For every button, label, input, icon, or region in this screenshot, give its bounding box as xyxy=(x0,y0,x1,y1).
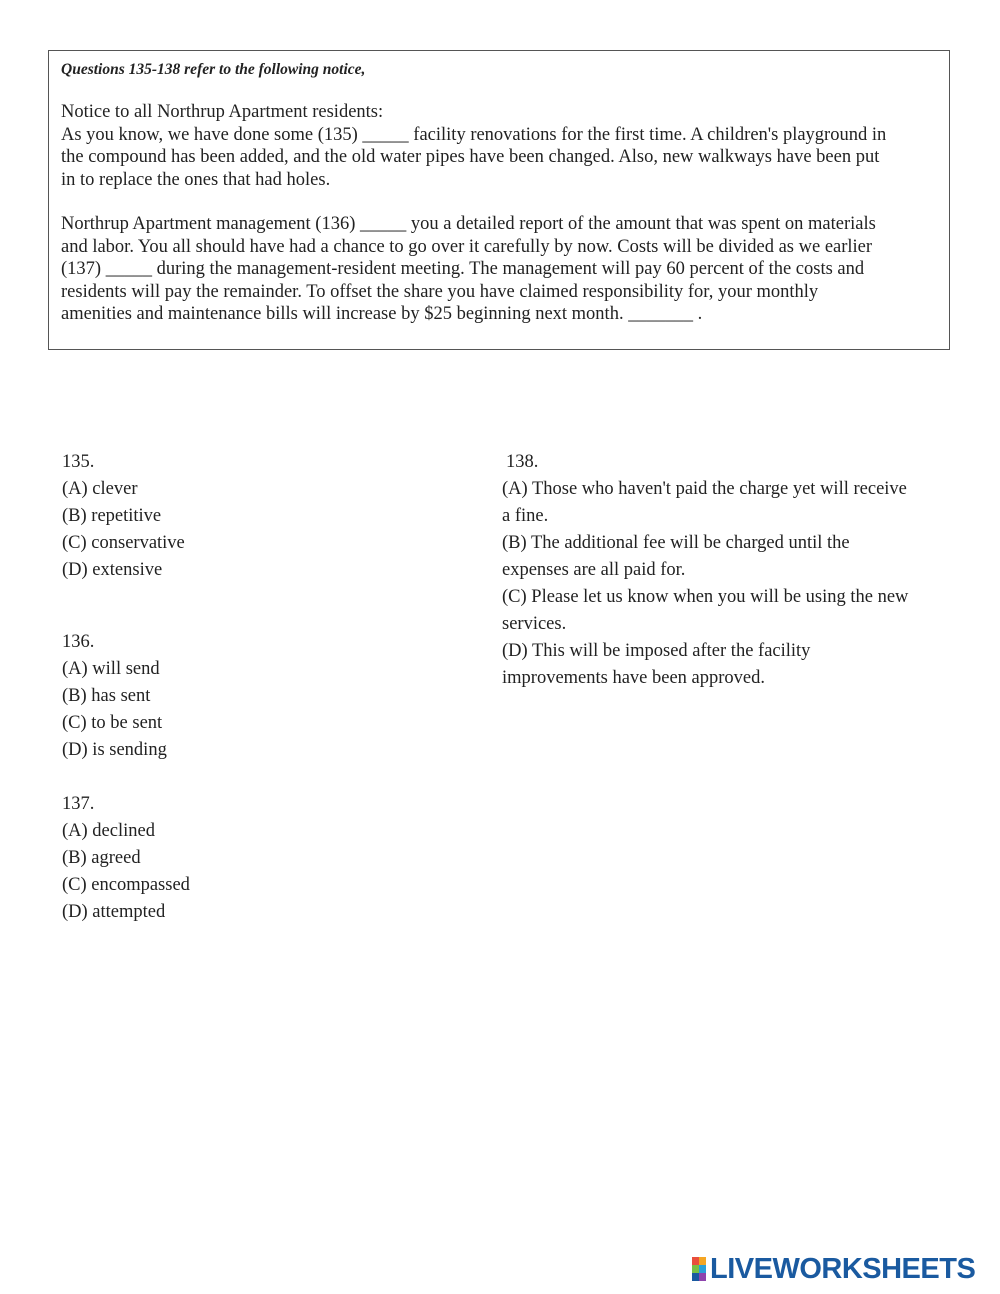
option-a[interactable]: (A) clever xyxy=(62,479,138,499)
notice-heading: Questions 135-138 refer to the following notice, xyxy=(61,61,366,78)
liveworksheets-logo[interactable] xyxy=(692,1254,975,1284)
option-b[interactable]: (B) The additional fee will be charged until the xyxy=(502,533,850,553)
option-b[interactable]: (B) repetitive xyxy=(62,506,162,526)
option-d-continued[interactable]: improvements have been approved. xyxy=(502,668,766,688)
option-c[interactable]: (C) conservative xyxy=(62,533,185,553)
notice-paragraph-1 xyxy=(61,101,937,191)
option-a[interactable]: (A) will send xyxy=(62,659,160,679)
notice-line: (137) _____ during the management-resident meeting. The management will pay 60 percent of the costs and xyxy=(61,259,865,279)
option-c[interactable]: (C) to be sent xyxy=(62,713,163,733)
question-number: 137. xyxy=(62,794,95,814)
option-d[interactable]: (D) This will be imposed after the facility xyxy=(502,641,811,661)
notice-line: and labor. You all should have had a chance to go over it carefully by now. Costs will be divided as we earlier xyxy=(61,236,873,257)
notice-line: amenities and maintenance bills will increase by $25 beginning next month. _______ . xyxy=(61,304,703,324)
question-number: 136. xyxy=(62,632,95,652)
question-135 xyxy=(62,449,462,584)
option-a[interactable]: (A) declined xyxy=(62,821,155,841)
notice-line: residents will pay the remainder. To offset the share you have claimed responsibility for, your monthly xyxy=(61,281,819,302)
logo-mark-icon xyxy=(692,1257,706,1281)
question-137 xyxy=(62,791,462,926)
logo-text: LIVEWORKSHEETS xyxy=(710,1253,976,1285)
question-136 xyxy=(62,629,462,764)
option-b[interactable]: (B) has sent xyxy=(62,686,151,706)
option-a[interactable]: (A) Those who haven't paid the charge yet will receive xyxy=(502,479,907,499)
option-c[interactable]: (C) Please let us know when you will be using the new xyxy=(502,587,909,607)
option-c-continued[interactable]: services. xyxy=(502,614,567,634)
option-d[interactable]: (D) is sending xyxy=(62,740,167,760)
notice-box xyxy=(48,50,950,350)
option-d[interactable]: (D) extensive xyxy=(62,560,163,580)
questions-left-column xyxy=(62,449,462,926)
option-c[interactable]: (C) encompassed xyxy=(62,875,190,895)
questions-right-column xyxy=(502,449,942,692)
option-a-continued[interactable]: a fine. xyxy=(502,506,549,526)
question-138 xyxy=(502,449,942,692)
question-number: 135. xyxy=(62,452,95,472)
notice-line: As you know, we have done some (135) _____ facility renovations for the first time. A children's playground in xyxy=(61,124,887,145)
notice-line: in to replace the ones that had holes. xyxy=(61,169,331,190)
notice-line: Notice to all Northrup Apartment residents: xyxy=(61,102,384,122)
notice-line: Northrup Apartment management (136) _____ you a detailed report of the amount that was spent on materials xyxy=(61,214,876,234)
option-b-continued[interactable]: expenses are all paid for. xyxy=(502,560,686,580)
option-d[interactable]: (D) attempted xyxy=(62,902,166,922)
notice-line: the compound has been added, and the old water pipes have been changed. Also, new walkways have been put xyxy=(61,147,880,167)
option-b[interactable]: (B) agreed xyxy=(62,848,141,868)
question-number: 138. xyxy=(506,452,539,472)
notice-paragraph-2 xyxy=(61,213,937,326)
